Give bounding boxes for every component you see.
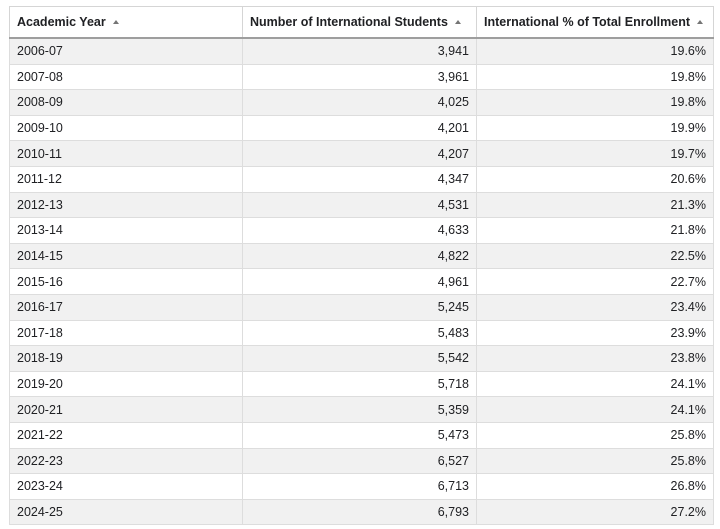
cell-academic-year: 2024-25 xyxy=(10,499,243,525)
cell-academic-year: 2020-21 xyxy=(10,397,243,423)
cell-international-percent: 19.9% xyxy=(477,115,714,141)
cell-student-count: 4,961 xyxy=(243,269,477,295)
cell-student-count: 4,531 xyxy=(243,192,477,218)
table-row xyxy=(10,448,714,474)
cell-student-count: 4,347 xyxy=(243,166,477,192)
column-header-academic-year[interactable] xyxy=(10,7,243,39)
cell-academic-year: 2016-17 xyxy=(10,294,243,320)
column-header-label: International % of Total Enrollment xyxy=(484,15,691,29)
column-header-international-percent[interactable] xyxy=(477,7,714,39)
cell-student-count: 4,822 xyxy=(243,243,477,269)
table-body xyxy=(10,38,714,525)
cell-student-count: 5,483 xyxy=(243,320,477,346)
cell-academic-year: 2014-15 xyxy=(10,243,243,269)
table-row xyxy=(10,64,714,90)
cell-international-percent: 27.2% xyxy=(477,499,714,525)
cell-student-count: 3,941 xyxy=(243,38,477,64)
cell-student-count: 4,207 xyxy=(243,141,477,167)
cell-academic-year: 2012-13 xyxy=(10,192,243,218)
sort-ascending-icon[interactable] xyxy=(455,20,461,24)
cell-academic-year: 2017-18 xyxy=(10,320,243,346)
cell-international-percent: 21.8% xyxy=(477,218,714,244)
cell-international-percent: 19.8% xyxy=(477,64,714,90)
table-row xyxy=(10,218,714,244)
cell-student-count: 5,718 xyxy=(243,371,477,397)
cell-international-percent: 23.9% xyxy=(477,320,714,346)
cell-academic-year: 2008-09 xyxy=(10,90,243,116)
table-row xyxy=(10,269,714,295)
table-row xyxy=(10,38,714,64)
cell-student-count: 4,201 xyxy=(243,115,477,141)
cell-academic-year: 2007-08 xyxy=(10,64,243,90)
cell-international-percent: 23.4% xyxy=(477,294,714,320)
cell-academic-year: 2021-22 xyxy=(10,422,243,448)
table-row xyxy=(10,166,714,192)
cell-student-count: 4,633 xyxy=(243,218,477,244)
table-row xyxy=(10,141,714,167)
cell-academic-year: 2015-16 xyxy=(10,269,243,295)
cell-international-percent: 24.1% xyxy=(477,371,714,397)
cell-international-percent: 22.5% xyxy=(477,243,714,269)
cell-academic-year: 2023-24 xyxy=(10,474,243,500)
table-row xyxy=(10,397,714,423)
table-row xyxy=(10,192,714,218)
cell-international-percent: 25.8% xyxy=(477,422,714,448)
table-row xyxy=(10,474,714,500)
cell-student-count: 6,527 xyxy=(243,448,477,474)
cell-international-percent: 21.3% xyxy=(477,192,714,218)
cell-academic-year: 2011-12 xyxy=(10,166,243,192)
cell-academic-year: 2013-14 xyxy=(10,218,243,244)
cell-international-percent: 19.7% xyxy=(477,141,714,167)
header-row xyxy=(10,7,714,39)
sort-ascending-icon[interactable] xyxy=(697,20,703,24)
table-row xyxy=(10,243,714,269)
cell-international-percent: 19.8% xyxy=(477,90,714,116)
cell-international-percent: 25.8% xyxy=(477,448,714,474)
cell-international-percent: 22.7% xyxy=(477,269,714,295)
cell-student-count: 4,025 xyxy=(243,90,477,116)
table-row xyxy=(10,320,714,346)
cell-student-count: 5,245 xyxy=(243,294,477,320)
cell-international-percent: 23.8% xyxy=(477,346,714,372)
table-row xyxy=(10,294,714,320)
cell-student-count: 5,359 xyxy=(243,397,477,423)
cell-international-percent: 19.6% xyxy=(477,38,714,64)
cell-academic-year: 2009-10 xyxy=(10,115,243,141)
table-row xyxy=(10,90,714,116)
table-row xyxy=(10,499,714,525)
international-students-table xyxy=(9,6,714,525)
cell-academic-year: 2018-19 xyxy=(10,346,243,372)
cell-academic-year: 2022-23 xyxy=(10,448,243,474)
table-row xyxy=(10,346,714,372)
cell-student-count: 6,793 xyxy=(243,499,477,525)
column-header-label: Number of International Students xyxy=(250,15,448,29)
cell-international-percent: 24.1% xyxy=(477,397,714,423)
cell-student-count: 5,542 xyxy=(243,346,477,372)
cell-academic-year: 2006-07 xyxy=(10,38,243,64)
cell-student-count: 6,713 xyxy=(243,474,477,500)
table-row xyxy=(10,422,714,448)
sort-ascending-icon[interactable] xyxy=(113,20,119,24)
column-header-international-students[interactable] xyxy=(243,7,477,39)
column-header-label: Academic Year xyxy=(17,15,106,29)
cell-international-percent: 26.8% xyxy=(477,474,714,500)
cell-academic-year: 2019-20 xyxy=(10,371,243,397)
cell-academic-year: 2010-11 xyxy=(10,141,243,167)
cell-student-count: 3,961 xyxy=(243,64,477,90)
data-table-container xyxy=(9,6,713,525)
cell-international-percent: 20.6% xyxy=(477,166,714,192)
table-row xyxy=(10,371,714,397)
table-row xyxy=(10,115,714,141)
cell-student-count: 5,473 xyxy=(243,422,477,448)
table-header xyxy=(10,7,714,39)
